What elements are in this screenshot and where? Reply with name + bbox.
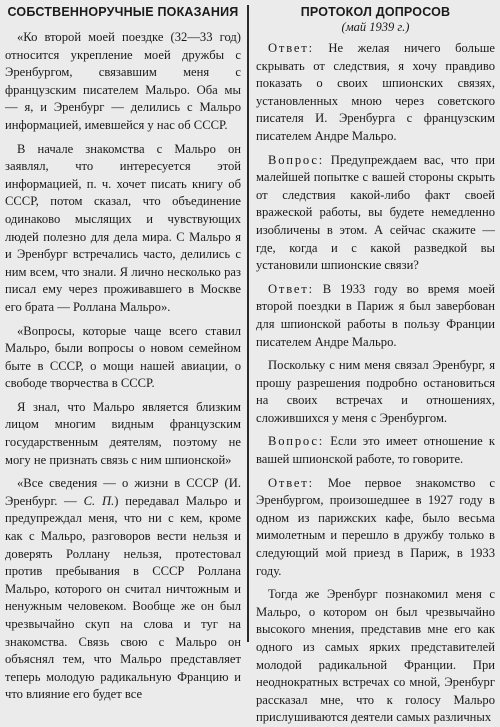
- right-paragraph-2: [256, 152, 495, 275]
- right-paragraph-4: Поскольку с ним меня связал Эренбург, я прошу разрешения подробно остановиться на своих встречах и отношениях, сложившихся у меня с Эренбургом.: [256, 358, 495, 425]
- right-p3-text: В 1933 году во время моей второй поездки в Париж я был завербован для шпионской работы в пользу Франции писателем Андре Мальро.: [256, 281, 495, 349]
- question-label: Вопрос:: [268, 434, 325, 449]
- answer-label: Ответ:: [268, 475, 314, 490]
- left-paragraph-2: В начале знакомства с Мальро он заявлял, что интересуется этой информацией, п. ч. хочет писать книгу об СССР, потом сказал, что объединение одинаково мыслящих и чувствующих людей полезно для дела мира. С Мальро я и Эренбург встречались часто, делились с ним всем, что знали. Я лично несколько раз писал ему через проживавшего в Москве его брата — Роллана Мальро».: [5, 141, 241, 314]
- right-paragraph-7: Тогда же Эренбург познакомил меня с Мальро, о котором он был чрезвычайно высокого мнения, представив мне его как одного из самых ярких представителей молодой радикальной Франции. При неоднократных встречах со мной, Эренбург рассказал мне, что к голосу Мальро прислушиваются деятели самых различных: [256, 587, 495, 725]
- right-p2-text: Предупреждаем вас, что при малейшей попытке с вашей стороны скрыть от следствия какой-либо факт своей вражеской работы, вы будете немедленно изобличены в этом. А сейчас скажите — где, когда и с какой разведкой вы установили шпионские связи?: [256, 152, 495, 273]
- left-paragraph-1: «Ко второй моей поездке (32—33 год) относится укрепление моей дружбы с Эренбургом, связавшим меня с французским писателем Мальро. Оба мы — я, и Эренбург — делились с Мальро информацией, имевшейся у нас об СССР.: [5, 30, 241, 132]
- right-paragraph-5: [256, 433, 495, 468]
- right-column-heading: ПРОТОКОЛ ДОПРОСОВ: [300, 5, 451, 19]
- left-paragraph-5: [5, 475, 241, 704]
- left-p5-start: «Все сведения — о жизни в СССР (И. Эренбург. —: [5, 476, 241, 508]
- right-p1-text: Не желая ничего больше скрывать от следствия, я хочу правдиво показать о своих шпионских связях, установленных мною через советского писателя И. Эренбурга с французским писателем Андре Мальро.: [256, 41, 495, 143]
- left-paragraph-3: «Вопросы, которые чаще всего ставил Мальро, были вопросы о новом семейном быте в СССР, о мощи нашей авиации, о свободе творчества в СССР.: [5, 323, 241, 391]
- right-p6-text: Мое первое знакомство с Эренбургом, произошедшее в 1927 году в одном из парижских кафе, было весьма мимолетным и перешло в дружбу только в следующий мой приезд в Париж, в 1933 году.: [256, 475, 495, 578]
- left-column-heading: СОБСТВЕННОРУЧНЫЕ ПОКАЗАНИЯ: [7, 5, 239, 19]
- left-paragraph-4: Я знал, что Мальро является близким лицом многим видным французским государственным деятелям, поэтому не могу не признать связь с ним шпионской»: [5, 399, 241, 467]
- right-paragraph-1: [256, 40, 495, 146]
- answer-label: Ответ:: [268, 41, 314, 55]
- handwritten-testimony-column: [5, 5, 247, 702]
- interrogation-protocol-column: [249, 5, 495, 725]
- left-p5-rest: ) передавал Мальро и предупреждал меня, что ни с кем, кроме как с Мальро, разговоров вести нельзя и доверять Роллану нельзя, протестовал против пребывания в СССР Роллана Мальро, которого он считал ничтожным и ненужным человеком. Вообще же он был чрезвычайно скуп на слова и туг на знакомства. Связь свою с Мальро он объяснял тем, что Мальро представляет теперь молодую радикальную Францию и что влияние его будет все: [5, 493, 241, 702]
- answer-label: Ответ:: [268, 281, 314, 296]
- question-label: Вопрос:: [268, 152, 325, 167]
- right-p5-text: Если это имеет отношение к вашей шпионской работе, то говорите.: [256, 434, 495, 467]
- right-paragraph-3: [256, 281, 495, 351]
- left-p5-initials: С. П.: [83, 493, 115, 508]
- right-column-date: (май 1939 г.): [341, 20, 410, 34]
- right-paragraph-6: [256, 475, 495, 581]
